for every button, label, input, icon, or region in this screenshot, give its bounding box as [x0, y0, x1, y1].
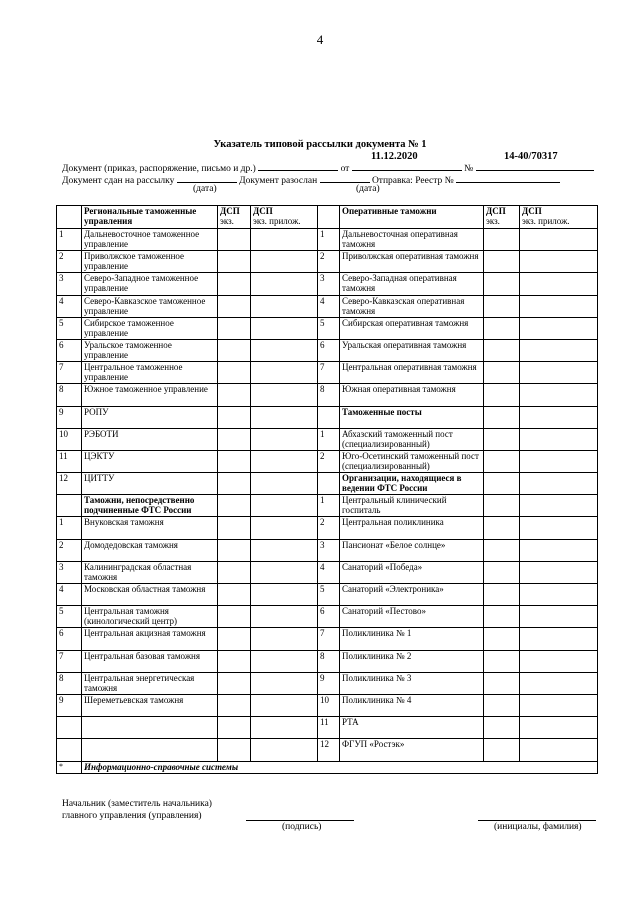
page-number: 4 — [316, 32, 324, 47]
left-num: 5 — [57, 606, 82, 628]
right-num: 12 — [318, 739, 340, 761]
right-dsp-pril-cell[interactable] — [520, 517, 598, 539]
left-name: Сибирское таможенное управление — [82, 317, 218, 339]
left-dsp-cell[interactable] — [218, 273, 251, 295]
distribution-table — [56, 205, 598, 774]
right-name: Дальневосточная оперативная таможня — [340, 229, 484, 251]
from-label: от — [340, 164, 350, 174]
right-dsp-pril-cell[interactable] — [520, 317, 598, 339]
left-name: Таможни, непосредственно подчиненные ФТС России — [82, 495, 218, 517]
right-dsp-cell[interactable] — [484, 339, 520, 361]
table-row — [57, 406, 598, 428]
table-row — [57, 229, 598, 251]
right-dsp-cell[interactable] — [484, 539, 520, 561]
table-row — [57, 450, 598, 472]
right-name: Поликлиника № 2 — [340, 650, 484, 672]
left-dsp-cell[interactable] — [218, 406, 251, 428]
left-num: 2 — [57, 251, 82, 273]
left-dsp-cell[interactable] — [218, 628, 251, 650]
right-num: 3 — [318, 539, 340, 561]
name-caption: (инициалы, фамилия) — [494, 822, 582, 832]
left-dsp-pril-cell[interactable] — [251, 229, 318, 251]
left-dsp-pril-cell[interactable] — [251, 584, 318, 606]
left-num: 9 — [57, 694, 82, 716]
right-dsp-cell[interactable] — [484, 251, 520, 273]
left-dsp-pril-cell[interactable] — [251, 628, 318, 650]
right-num — [318, 406, 340, 428]
left-dsp-cell[interactable] — [218, 606, 251, 628]
right-dsp-pril-cell[interactable] — [520, 628, 598, 650]
left-num: 2 — [57, 539, 82, 561]
right-name: Приволжская оперативная таможня — [340, 251, 484, 273]
left-dsp-header: ДСП экз. — [218, 206, 251, 229]
left-dsp-cell[interactable] — [218, 450, 251, 472]
left-num: 9 — [57, 406, 82, 428]
left-dsp-cell[interactable] — [218, 428, 251, 450]
left-dsp-pril-cell[interactable] — [251, 317, 318, 339]
right-name: Санаторий «Пестово» — [340, 606, 484, 628]
right-num: 4 — [318, 561, 340, 583]
left-num: 11 — [57, 450, 82, 472]
doc-date-field[interactable] — [352, 161, 462, 171]
left-dsp-pril-cell[interactable] — [251, 517, 318, 539]
left-dsp-cell[interactable] — [218, 584, 251, 606]
table-row — [57, 428, 598, 450]
left-num: 4 — [57, 584, 82, 606]
table-row — [57, 339, 598, 361]
left-dsp-pril-header: ДСП экз. прилож. — [251, 206, 318, 229]
name-field[interactable] — [478, 820, 596, 821]
left-name: РЭБОТИ — [82, 428, 218, 450]
left-dsp-cell[interactable] — [218, 495, 251, 517]
right-name: Абхазский таможенный пост (специализированный) — [340, 428, 484, 450]
table-header-row — [57, 206, 598, 229]
left-name: Северо-Западное таможенное управление — [82, 273, 218, 295]
right-dsp-pril-cell[interactable] — [520, 295, 598, 317]
right-dsp-cell[interactable] — [484, 606, 520, 628]
left-name: ЦЭКТУ — [82, 450, 218, 472]
left-num: 1 — [57, 229, 82, 251]
right-dsp-pril-cell[interactable] — [520, 606, 598, 628]
table-row — [57, 606, 598, 628]
left-num — [57, 495, 82, 517]
right-num — [318, 473, 340, 495]
table-row — [57, 517, 598, 539]
left-name: Приволжское таможенное управление — [82, 251, 218, 273]
left-dsp-pril-cell[interactable] — [251, 428, 318, 450]
right-num: 6 — [318, 606, 340, 628]
left-dsp-pril-cell[interactable] — [251, 339, 318, 361]
left-dsp-pril-cell[interactable] — [251, 561, 318, 583]
right-num: 2 — [318, 517, 340, 539]
left-name: Уральское таможенное управление — [82, 339, 218, 361]
left-dsp-pril-cell[interactable] — [251, 606, 318, 628]
right-dsp-cell[interactable] — [484, 450, 520, 472]
left-name: Домодедовская таможня — [82, 539, 218, 561]
dispatch-label: Отправка: Реестр № — [371, 176, 454, 186]
left-dsp-pril-cell[interactable] — [251, 739, 318, 761]
right-dsp-cell[interactable] — [484, 694, 520, 716]
right-num: 5 — [318, 584, 340, 606]
right-name: Северо-Кавказская оперативная таможня — [340, 295, 484, 317]
right-name: Уральская оперативная таможня — [340, 339, 484, 361]
right-dsp-pril-cell[interactable] — [520, 406, 598, 428]
right-dsp-pril-cell[interactable] — [520, 672, 598, 694]
meta-line-2 — [62, 173, 560, 186]
signature-field[interactable] — [246, 820, 354, 821]
right-dsp-pril-cell[interactable] — [520, 473, 598, 495]
left-dsp-pril-cell[interactable] — [251, 495, 318, 517]
left-dsp-cell[interactable] — [218, 473, 251, 495]
left-name: Центральная акцизная таможня — [82, 628, 218, 650]
left-dsp-pril-cell[interactable] — [251, 406, 318, 428]
right-num: 7 — [318, 628, 340, 650]
right-dsp-cell[interactable] — [484, 672, 520, 694]
table-row — [57, 251, 598, 273]
left-dsp-cell[interactable] — [218, 717, 251, 739]
right-dsp-pril-cell[interactable] — [520, 384, 598, 406]
right-name: Организации, находящиеся в ведении ФТС России — [340, 473, 484, 495]
right-name: ФГУП «Ростэк» — [340, 739, 484, 761]
right-num: 4 — [318, 295, 340, 317]
right-name: Сибирская оперативная таможня — [340, 317, 484, 339]
table-row — [57, 362, 598, 384]
left-dsp-cell[interactable] — [218, 561, 251, 583]
left-name: Центральная таможня (кинологический центр) — [82, 606, 218, 628]
table-row — [57, 539, 598, 561]
right-name: Северо-Западная оперативная таможня — [340, 273, 484, 295]
table-row — [57, 717, 598, 739]
left-dsp-cell[interactable] — [218, 694, 251, 716]
right-num: 1 — [318, 229, 340, 251]
left-num: 4 — [57, 295, 82, 317]
right-dsp-cell[interactable] — [484, 717, 520, 739]
right-name: Юго-Осетинский таможенный пост (специализированный) — [340, 450, 484, 472]
left-num: 10 — [57, 428, 82, 450]
left-num: 6 — [57, 339, 82, 361]
left-name — [82, 739, 218, 761]
right-dsp-cell[interactable] — [484, 473, 520, 495]
left-name: ЦИТТУ — [82, 473, 218, 495]
right-name: Санаторий «Победа» — [340, 561, 484, 583]
table-row — [57, 273, 598, 295]
table-row — [57, 317, 598, 339]
right-dsp-pril-cell[interactable] — [520, 362, 598, 384]
right-dsp-cell[interactable] — [484, 406, 520, 428]
distributed-date-field[interactable] — [320, 173, 370, 183]
right-dsp-cell[interactable] — [484, 495, 520, 517]
doc-number-field[interactable] — [476, 161, 594, 171]
sent-label: Документ сдан на рассылку — [62, 176, 175, 186]
document-number: 14-40/70317 — [504, 151, 558, 162]
left-dsp-cell[interactable] — [218, 384, 251, 406]
right-dsp-pril-cell[interactable] — [520, 717, 598, 739]
doc-label: Документ (приказ, распоряжение, письмо и др.) — [62, 164, 256, 174]
left-name — [82, 717, 218, 739]
right-dsp-pril-cell[interactable] — [520, 273, 598, 295]
note-text: Информационно-справочные системы — [82, 761, 598, 773]
left-dsp-cell[interactable] — [218, 295, 251, 317]
left-dsp-cell[interactable] — [218, 539, 251, 561]
right-num: 1 — [318, 428, 340, 450]
right-dsp-pril-cell[interactable] — [520, 495, 598, 517]
right-num: 7 — [318, 362, 340, 384]
distributed-label: Документ разослан — [239, 176, 318, 186]
left-num: 7 — [57, 650, 82, 672]
right-num: 8 — [318, 384, 340, 406]
left-header: Региональные таможенные управления — [82, 206, 218, 229]
left-name: Южное таможенное управление — [82, 384, 218, 406]
right-dsp-pril-cell[interactable] — [520, 739, 598, 761]
right-num: 9 — [318, 672, 340, 694]
right-dsp-pril-cell[interactable] — [520, 694, 598, 716]
right-num: 3 — [318, 273, 340, 295]
sent-date-field[interactable] — [177, 173, 237, 183]
left-dsp-pril-cell[interactable] — [251, 694, 318, 716]
left-dsp-pril-cell[interactable] — [251, 273, 318, 295]
left-dsp-cell[interactable] — [218, 339, 251, 361]
right-dsp-pril-cell[interactable] — [520, 251, 598, 273]
signature-caption: (подпись) — [282, 822, 322, 832]
left-name: Дальневосточное таможенное управление — [82, 229, 218, 251]
left-num: 3 — [57, 273, 82, 295]
date-caption-2: (дата) — [356, 184, 380, 194]
right-name: Центральная оперативная таможня — [340, 362, 484, 384]
left-num: 12 — [57, 473, 82, 495]
right-dsp-pril-cell[interactable] — [520, 428, 598, 450]
table-row — [57, 473, 598, 495]
right-dsp-cell[interactable] — [484, 584, 520, 606]
right-dsp-cell[interactable] — [484, 561, 520, 583]
right-name: Таможенные посты — [340, 406, 484, 428]
signature-line-1: Начальник (заместитель начальника) — [62, 799, 212, 809]
left-dsp-pril-cell[interactable] — [251, 473, 318, 495]
right-dsp-pril-cell[interactable] — [520, 339, 598, 361]
table-row — [57, 672, 598, 694]
right-name: Поликлиника № 3 — [340, 672, 484, 694]
left-dsp-cell[interactable] — [218, 317, 251, 339]
left-name: Центральное таможенное управление — [82, 362, 218, 384]
right-num: 2 — [318, 450, 340, 472]
right-dsp-cell[interactable] — [484, 362, 520, 384]
left-dsp-pril-cell[interactable] — [251, 717, 318, 739]
right-num: 1 — [318, 495, 340, 517]
table-row — [57, 295, 598, 317]
left-name: РОПУ — [82, 406, 218, 428]
table-row — [57, 628, 598, 650]
right-dsp-cell[interactable] — [484, 295, 520, 317]
note-mark: * — [57, 761, 82, 773]
left-name: Внуковская таможня — [82, 517, 218, 539]
table-row — [57, 694, 598, 716]
right-name: РТА — [340, 717, 484, 739]
right-dsp-pril-cell[interactable] — [520, 584, 598, 606]
left-dsp-pril-cell[interactable] — [251, 384, 318, 406]
right-num: 10 — [318, 694, 340, 716]
number-label: № — [464, 164, 474, 174]
right-dsp-cell[interactable] — [484, 650, 520, 672]
right-dsp-cell[interactable] — [484, 229, 520, 251]
left-num: 8 — [57, 672, 82, 694]
left-num: 3 — [57, 561, 82, 583]
table-row — [57, 739, 598, 761]
right-num-header — [318, 206, 340, 229]
right-dsp-pril-cell[interactable] — [520, 539, 598, 561]
right-dsp-cell[interactable] — [484, 317, 520, 339]
left-name: Московская областная таможня — [82, 584, 218, 606]
table-row — [57, 384, 598, 406]
document-date: 11.12.2020 — [371, 151, 418, 162]
right-name: Санаторий «Электроника» — [340, 584, 484, 606]
table-row — [57, 650, 598, 672]
right-dsp-cell[interactable] — [484, 384, 520, 406]
left-name: Калининградская областная таможня — [82, 561, 218, 583]
left-num: 1 — [57, 517, 82, 539]
left-name: Центральная базовая таможня — [82, 650, 218, 672]
left-num — [57, 739, 82, 761]
right-name: Поликлиника № 1 — [340, 628, 484, 650]
right-dsp-cell[interactable] — [484, 428, 520, 450]
right-num: 11 — [318, 717, 340, 739]
right-num: 5 — [318, 317, 340, 339]
note-row — [57, 761, 598, 773]
document-title: Указатель типовой рассылки документа № 1 — [213, 139, 427, 150]
right-dsp-cell[interactable] — [484, 517, 520, 539]
left-num: 7 — [57, 362, 82, 384]
right-dsp-pril-cell[interactable] — [520, 450, 598, 472]
left-num: 8 — [57, 384, 82, 406]
right-dsp-cell[interactable] — [484, 273, 520, 295]
left-dsp-cell[interactable] — [218, 229, 251, 251]
left-name: Центральная энергетическая таможня — [82, 672, 218, 694]
right-num: 8 — [318, 650, 340, 672]
right-name: Поликлиника № 4 — [340, 694, 484, 716]
left-name: Северо-Кавказское таможенное управление — [82, 295, 218, 317]
left-dsp-cell[interactable] — [218, 251, 251, 273]
left-dsp-cell[interactable] — [218, 517, 251, 539]
right-num: 2 — [318, 251, 340, 273]
left-num — [57, 717, 82, 739]
table-row — [57, 561, 598, 583]
left-num: 5 — [57, 317, 82, 339]
left-dsp-pril-cell[interactable] — [251, 672, 318, 694]
left-dsp-cell[interactable] — [218, 362, 251, 384]
right-name: Центральная поликлиника — [340, 517, 484, 539]
date-caption-1: (дата) — [193, 184, 217, 194]
left-dsp-cell[interactable] — [218, 739, 251, 761]
left-dsp-pril-cell[interactable] — [251, 295, 318, 317]
right-num: 6 — [318, 339, 340, 361]
right-dsp-cell[interactable] — [484, 628, 520, 650]
right-dsp-cell[interactable] — [484, 739, 520, 761]
table-row — [57, 495, 598, 517]
right-dsp-pril-header: ДСП экз. прилож. — [520, 206, 598, 229]
left-name: Шереметьевская таможня — [82, 694, 218, 716]
signature-line-2: главного управления (управления) — [62, 811, 202, 821]
right-dsp-pril-cell[interactable] — [520, 229, 598, 251]
left-dsp-pril-cell[interactable] — [251, 450, 318, 472]
left-num: 6 — [57, 628, 82, 650]
doc-type-field[interactable] — [258, 161, 338, 171]
left-dsp-cell[interactable] — [218, 650, 251, 672]
left-num-header — [57, 206, 82, 229]
left-dsp-pril-cell[interactable] — [251, 251, 318, 273]
left-dsp-cell[interactable] — [218, 672, 251, 694]
right-dsp-pril-cell[interactable] — [520, 561, 598, 583]
right-name: Центральный клинический госпиталь — [340, 495, 484, 517]
right-dsp-header: ДСП экз. — [484, 206, 520, 229]
registry-number-field[interactable] — [456, 173, 560, 183]
right-header: Оперативные таможни — [340, 206, 484, 229]
right-name: Пансионат «Белое солнце» — [340, 539, 484, 561]
left-dsp-pril-cell[interactable] — [251, 539, 318, 561]
left-dsp-pril-cell[interactable] — [251, 650, 318, 672]
table-row — [57, 584, 598, 606]
right-dsp-pril-cell[interactable] — [520, 650, 598, 672]
left-dsp-pril-cell[interactable] — [251, 362, 318, 384]
right-name: Южная оперативная таможня — [340, 384, 484, 406]
